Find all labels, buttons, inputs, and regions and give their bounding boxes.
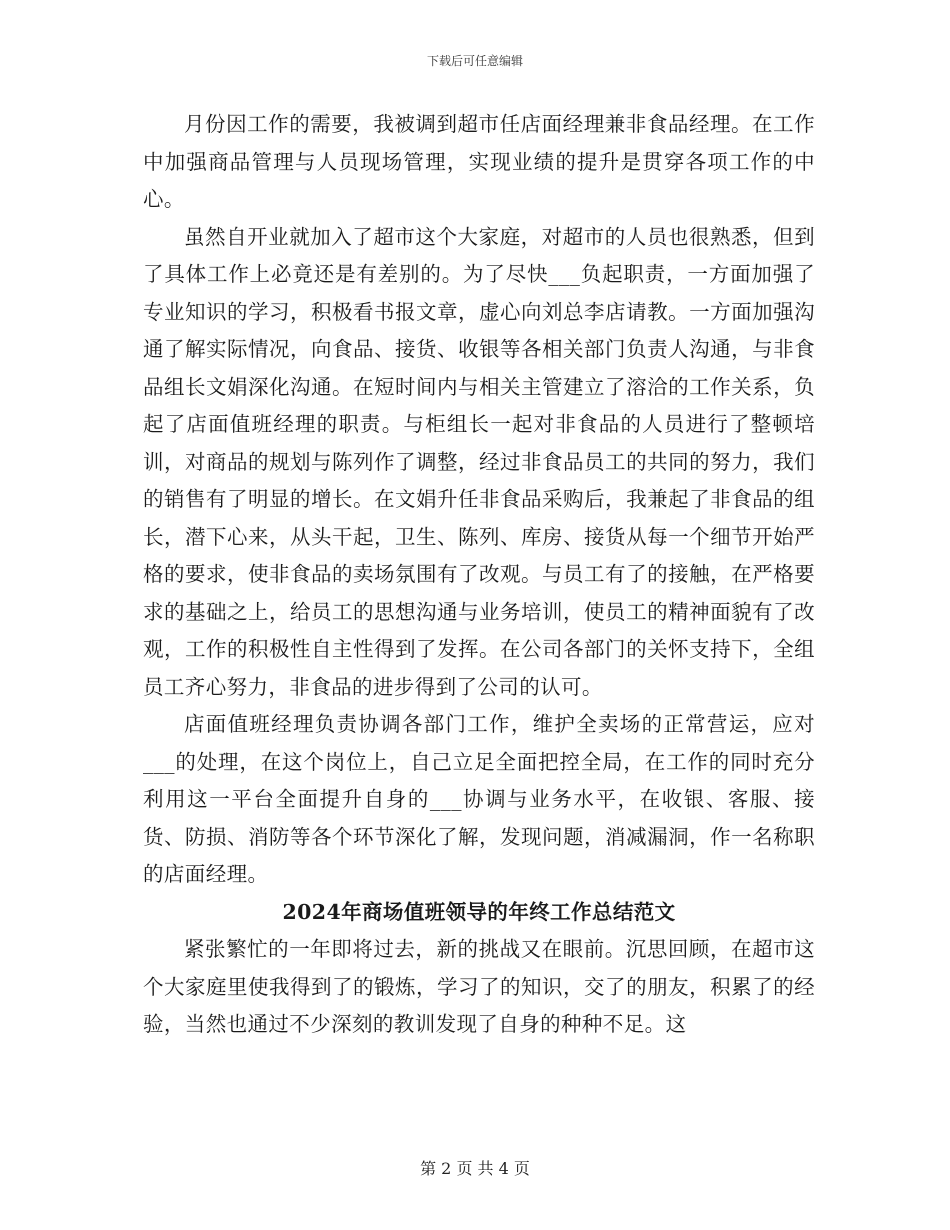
document-body (143, 106, 815, 1044)
section-heading: 2024年商场值班领导的年终工作总结范文 (282, 899, 676, 924)
body-paragraph-1: 月份因工作的需要，我被调到超市任店面经理兼非食品经理。在工作中加强商品管理与人员现场管理，实现业绩的提升是贯穿各项工作的中心。 (143, 112, 815, 211)
page-footer: 第 2 页 共 4 页 (420, 1159, 530, 1178)
body-paragraph-4: 紧张繁忙的一年即将过去，新的挑战又在眼前。沉思回顾，在超市这个大家庭里使我得到了的锻炼，学习了的知识，交了的朋友，积累了的经验，当然也通过不少深刻的教训发现了自身的种种不足。这 (143, 937, 815, 1036)
page-header: 下载后可任意编辑 (426, 54, 523, 68)
body-paragraph-2: 虽然自开业就加入了超市这个大家庭，对超市的人员也很熟悉，但到了具体工作上必竟还是有差别的。为了尽快___负起职责，一方面加强了专业知识的学习，积极看书报文章，虚心向刘总李店请教。一方面加强沟通了解实际情况，向食品、接货、收银等各相关部门负责人沟通，与非食品组长文娟深化沟通。在短时间内与相关主管建立了溶洽的工作关系，负起了店面值班经理的职责。与柜组长一起对非食品的人员进行了整顿培训，对商品的规划与陈列作了调整，经过非食品员工的共同的努力，我们的销售有了明显的增长。在文娟升任非食品采购后，我兼起了非食品的组长，潜下心来，从头干起，卫生、陈列、库房、接货从每一个细节开始严格的要求，使非食品的卖场氛围有了改观。与员工有了的接触，在严格要求的基础之上，给员工的思想沟通与业务培训，使员工的精神面貌有了改观，工作的积极性自主性得到了发挥。在公司各部门的关怀支持下，全组员工齐心努力，非食品的进步得到了公司的认可。 (143, 224, 815, 699)
body-paragraph-3: 店面值班经理负责协调各部门工作，维护全卖场的正常营运，应对___的处理，在这个岗位上，自己立足全面把控全局，在工作的同时充分利用这一平台全面提升自身的___协调与业务水平，在收银、客服、接货、防损、消防等各个环节深化了解，发现问题，消减漏洞，作一名称职的店面经理。 (143, 712, 815, 886)
